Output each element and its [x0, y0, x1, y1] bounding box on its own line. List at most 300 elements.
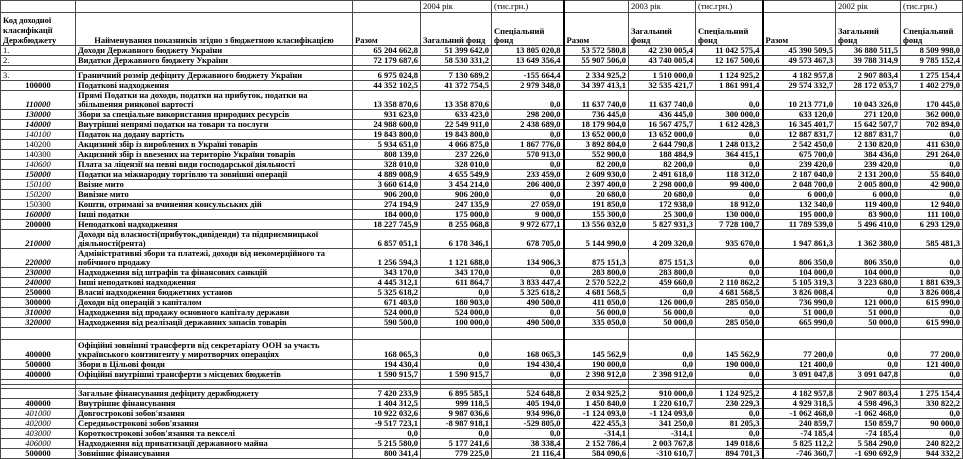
value-cell: 328 010,0 — [421, 160, 492, 170]
value-cell: 1 612 428,3 — [696, 120, 763, 130]
value-cell: 51 000,0 — [836, 308, 901, 318]
value-cell: 335 050,0 — [564, 318, 629, 328]
value-cell: 411 630,0 — [901, 140, 963, 150]
empty-header-cell — [763, 1, 836, 13]
value-cell: 38 338,4 — [492, 439, 564, 449]
value-cell: 13 652 000,0 — [629, 130, 696, 140]
value-cell: 2 298 000,0 — [629, 180, 696, 190]
name-cell: Інші неподаткові надходження — [76, 278, 353, 288]
value-cell: 0,0 — [696, 409, 763, 419]
general-fund-column-header-2002: Загальний фонд — [836, 13, 901, 46]
value-cell: 736 445,0 — [564, 110, 629, 120]
value-cell: 51 399 642,0 — [421, 46, 492, 56]
code-cell: 500000 — [1, 449, 76, 459]
value-cell: 411 050,0 — [564, 298, 629, 308]
value-cell: 0,0 — [901, 429, 963, 439]
value-cell: 2 398 912,0 — [564, 370, 629, 380]
code-cell: 500000 — [1, 360, 76, 370]
table-row — [1, 110, 963, 120]
name-cell: Інші податки — [76, 210, 353, 220]
code-cell: 230000 — [1, 268, 76, 278]
value-cell: 58 530 331,2 — [421, 56, 492, 66]
value-cell: 944 332,2 — [901, 449, 963, 459]
value-cell: 0,0 — [353, 429, 421, 439]
value-cell: -74 185,4 — [836, 429, 901, 439]
code-cell: 150000 — [1, 170, 76, 180]
value-cell: 240 822,2 — [901, 439, 963, 449]
name-cell: Податки на міжнародну торгівлю та зовнішні операції — [76, 170, 353, 180]
code-cell: 250000 — [1, 288, 76, 298]
value-cell: 150 859,7 — [836, 419, 901, 429]
code-cell: 100000 — [1, 81, 76, 91]
value-cell: 0,0 — [492, 190, 564, 200]
table-row — [1, 160, 963, 170]
value-cell: 121 400,0 — [763, 360, 836, 370]
value-cell: 42 230 005,4 — [629, 46, 696, 56]
value-cell: 894 701,3 — [696, 449, 763, 459]
value-cell: 4 681 568,5 — [696, 288, 763, 298]
value-cell: 20 680,0 — [564, 190, 629, 200]
value-cell: 1 248 013,2 — [696, 140, 763, 150]
table-row — [1, 91, 963, 110]
code-cell — [1, 389, 76, 399]
column-header-row — [1, 13, 963, 46]
value-cell: 736 990,0 — [763, 298, 836, 308]
name-cell: Доходи від власності(прибуток,дивіденди) та підприємницької діяльності(рента) — [76, 230, 353, 249]
code-column-header: Код доходної класифікації Держбюджету — [1, 13, 76, 46]
value-cell: 175 000,0 — [421, 210, 492, 220]
value-cell: 490 500,0 — [492, 318, 564, 328]
value-cell: 524 000,0 — [353, 308, 421, 318]
value-cell: 875 151,3 — [629, 249, 696, 268]
value-cell: 11 789 539,0 — [763, 220, 836, 230]
table-row — [1, 360, 963, 370]
value-cell: 168 065,3 — [353, 340, 421, 360]
value-cell: 130 000,0 — [696, 210, 763, 220]
value-cell: 12 887 831,7 — [836, 130, 901, 140]
value-cell: 3 091 047,8 — [836, 370, 901, 380]
value-cell: 230 229,3 — [696, 399, 763, 409]
name-cell: Кошти, отримані за вчинення консульських дій — [76, 200, 353, 210]
value-cell: 5 827 931,3 — [629, 220, 696, 230]
value-cell: 13 652 000,0 — [564, 130, 629, 140]
value-cell: 300 000,0 — [696, 110, 763, 120]
value-cell: 343 170,0 — [353, 268, 421, 278]
value-cell: 13 358 870,6 — [421, 91, 492, 110]
name-column-header: Найменування показників згідно з бюджетною класифікацією — [76, 13, 353, 46]
value-cell: 2 644 790,8 — [629, 140, 696, 150]
value-cell: 9 987 036,6 — [421, 409, 492, 419]
code-cell: 403000 — [1, 429, 76, 439]
value-cell: 11 637 740,0 — [629, 91, 696, 110]
value-cell: 180 903,0 — [421, 298, 492, 308]
value-cell: 168 065,3 — [492, 340, 564, 360]
value-cell: 121 400,0 — [901, 360, 963, 370]
value-cell: 0,0 — [836, 288, 901, 298]
value-cell: 191 850,0 — [564, 200, 629, 210]
value-cell: 0,0 — [421, 429, 492, 439]
name-cell: Податок на додану вартість — [76, 130, 353, 140]
value-cell: 3 826 008,4 — [901, 288, 963, 298]
value-cell: 285 050,0 — [696, 298, 763, 308]
value-cell: 1 121 688,0 — [421, 249, 492, 268]
value-cell: 10 043 326,0 — [836, 91, 901, 110]
value-cell: 2 438 689,0 — [492, 120, 564, 130]
table-row — [1, 449, 963, 459]
value-cell: 1 275 154,4 — [901, 389, 963, 399]
empty-header-cell — [353, 1, 421, 13]
value-cell: 34 397 413,1 — [564, 81, 629, 91]
value-cell: 239 420,0 — [836, 160, 901, 170]
value-cell: 1 867 776,0 — [492, 140, 564, 150]
value-cell: 194 430,4 — [492, 360, 564, 370]
code-cell: 160000 — [1, 210, 76, 220]
code-cell: 110000 — [1, 91, 76, 110]
value-cell: 5 934 651,0 — [353, 140, 421, 150]
value-cell: -1 690 692,9 — [836, 449, 901, 459]
value-cell: 283 800,0 — [564, 268, 629, 278]
value-cell: 5 105 319,3 — [763, 278, 836, 288]
name-cell: Власні надходження бюджетних установ — [76, 288, 353, 298]
value-cell: 6 975 024,8 — [353, 71, 421, 81]
value-cell: 172 938,0 — [629, 200, 696, 210]
value-cell: 806 350,0 — [836, 249, 901, 268]
value-cell — [836, 328, 901, 340]
value-cell: 0,0 — [696, 308, 763, 318]
value-cell: 800 341,4 — [353, 449, 421, 459]
value-cell: 3 892 804,0 — [564, 140, 629, 150]
value-cell: 21 116,4 — [492, 449, 564, 459]
value-cell: 233 459,0 — [492, 170, 564, 180]
code-cell: 406000 — [1, 439, 76, 449]
name-cell: Граничний розмір дефіциту Державного бюджету України — [76, 71, 353, 81]
value-cell: 12 940,0 — [901, 200, 963, 210]
value-cell: 5 177 241,6 — [421, 439, 492, 449]
table-row — [1, 298, 963, 308]
value-cell: 6 000,0 — [763, 190, 836, 200]
name-cell: Доходи від операцій з капіталом — [76, 298, 353, 308]
value-cell: 111 100,0 — [901, 210, 963, 220]
value-cell: 0,0 — [901, 160, 963, 170]
value-cell — [421, 328, 492, 340]
unit-label-2004: (тис.грн.) — [492, 1, 564, 13]
value-cell: 0,0 — [901, 268, 963, 278]
table-row — [1, 318, 963, 328]
value-cell: 99 400,0 — [696, 180, 763, 190]
value-cell: 118 312,0 — [696, 170, 763, 180]
value-cell: 6 857 051,1 — [353, 230, 421, 249]
value-cell: 552 900,0 — [564, 150, 629, 160]
value-cell: 126 000,0 — [629, 298, 696, 308]
value-cell: 910 000,0 — [629, 389, 696, 399]
value-cell: 2 398 912,0 — [629, 370, 696, 380]
value-cell: 65 204 662,8 — [353, 46, 421, 56]
value-cell: 121 000,0 — [836, 298, 901, 308]
value-cell: 13 805 020,8 — [492, 46, 564, 56]
value-cell: 436 445,0 — [629, 110, 696, 120]
name-cell: Короткострокові зобов'язання та векселі — [76, 429, 353, 439]
code-cell: 310000 — [1, 308, 76, 318]
value-cell: 3 826 008,4 — [763, 288, 836, 298]
value-cell: 4 182 957,8 — [763, 71, 836, 81]
value-cell: 8 509 998,0 — [901, 46, 963, 56]
value-cell: -8 987 918,1 — [421, 419, 492, 429]
value-cell: 206 400,0 — [492, 180, 564, 190]
value-cell: 0,0 — [421, 340, 492, 360]
code-cell: 400000 — [1, 340, 76, 360]
name-cell: Податкові надходження — [76, 81, 353, 91]
value-cell: 341 250,0 — [629, 419, 696, 429]
corner-cell — [1, 1, 76, 13]
table-row — [1, 230, 963, 249]
value-cell: 999 118,5 — [421, 399, 492, 409]
table-row — [1, 120, 963, 130]
total-column-header-2002: Разом — [763, 13, 836, 46]
value-cell: 41 372 754,5 — [421, 81, 492, 91]
value-cell: 18 227 745,9 — [353, 220, 421, 230]
value-cell: 184 000,0 — [353, 210, 421, 220]
value-cell: 16 567 475,7 — [629, 120, 696, 130]
corner-cell — [76, 1, 353, 13]
value-cell: 585 481,3 — [901, 230, 963, 249]
value-cell: 0,0 — [901, 370, 963, 380]
value-cell: 0,0 — [836, 340, 901, 360]
value-cell: 0,0 — [696, 370, 763, 380]
value-cell: 2 110 862,2 — [696, 278, 763, 288]
value-cell: 188 484,9 — [629, 150, 696, 160]
value-cell: 584 090,6 — [564, 449, 629, 459]
name-cell: Неподаткові надходження — [76, 220, 353, 230]
value-cell: 0,0 — [492, 130, 564, 140]
value-cell: 6 895 585,1 — [421, 389, 492, 399]
value-cell: 11 637 740,0 — [564, 91, 629, 110]
table-row — [1, 130, 963, 140]
value-cell: 678 705,0 — [492, 230, 564, 249]
value-cell: 935 670,0 — [696, 230, 763, 249]
value-cell: 1 220 610,7 — [629, 399, 696, 409]
value-cell: 77 200,0 — [763, 340, 836, 360]
value-cell: 271 120,0 — [836, 110, 901, 120]
value-cell: 7 728 100,7 — [696, 220, 763, 230]
value-cell: 28 172 053,7 — [836, 81, 901, 91]
value-cell: 2 979 348,0 — [492, 81, 564, 91]
value-cell: 934 996,0 — [492, 409, 564, 419]
code-cell: 3. — [1, 71, 76, 81]
value-cell: 36 880 511,5 — [836, 46, 901, 56]
value-cell: -155 664,4 — [492, 71, 564, 81]
value-cell: 328 010,0 — [353, 160, 421, 170]
table-header — [1, 1, 963, 46]
value-cell: 50 000,0 — [629, 318, 696, 328]
value-cell: 702 894,0 — [901, 120, 963, 130]
value-cell: 51 000,0 — [763, 308, 836, 318]
name-cell: Середньострокові зобов'язання — [76, 419, 353, 429]
value-cell: 5 496 410,0 — [836, 220, 901, 230]
table-row — [1, 150, 963, 160]
value-cell: 22 549 911,0 — [421, 120, 492, 130]
table-row — [1, 429, 963, 439]
year-label-2004: 2004 рік — [421, 1, 492, 13]
value-cell: 6 000,0 — [836, 190, 901, 200]
value-cell: 343 170,0 — [421, 268, 492, 278]
value-cell: 0,0 — [421, 288, 492, 298]
value-cell: 2 130 820,0 — [836, 140, 901, 150]
value-cell — [901, 328, 963, 340]
value-cell: 2 907 803,4 — [836, 71, 901, 81]
value-cell: 570 913,0 — [492, 150, 564, 160]
value-cell: 149 018,6 — [696, 439, 763, 449]
value-cell: 77 200,0 — [901, 340, 963, 360]
value-cell: 4 655 549,9 — [421, 170, 492, 180]
value-cell: 82 200,0 — [564, 160, 629, 170]
value-cell: 330 822,2 — [901, 399, 963, 409]
code-cell: 150300 — [1, 200, 76, 210]
value-cell: 0,0 — [492, 429, 564, 439]
code-cell: 140600 — [1, 160, 76, 170]
value-cell: 4 889 008,9 — [353, 170, 421, 180]
value-cell: -746 360,7 — [763, 449, 836, 459]
general-fund-column-header-2004: Загальний фонд — [421, 13, 492, 46]
value-cell: 0,0 — [492, 91, 564, 110]
table-row — [1, 170, 963, 180]
spacer-row — [1, 328, 963, 340]
value-cell — [353, 328, 421, 340]
value-cell: 0,0 — [629, 340, 696, 360]
value-cell: 239 420,0 — [763, 160, 836, 170]
value-cell: 611 864,7 — [421, 278, 492, 288]
value-cell: 11 042 575,4 — [696, 46, 763, 56]
table-row — [1, 389, 963, 399]
value-cell: 0,0 — [901, 308, 963, 318]
general-fund-column-header-2003: Загальний фонд — [629, 13, 696, 46]
special-fund-column-header-2002: Спеціальний фонд — [901, 13, 963, 46]
code-cell: 400000 — [1, 370, 76, 380]
code-cell: 300000 — [1, 298, 76, 308]
table-row — [1, 46, 963, 56]
table-row — [1, 249, 963, 268]
value-cell: 19 843 800,0 — [353, 130, 421, 140]
value-cell: 90 000,0 — [901, 419, 963, 429]
unit-label-2002: (тис.грн.) — [901, 1, 963, 13]
value-cell: 56 000,0 — [629, 308, 696, 318]
name-cell: Надходження від приватизації державного майна — [76, 439, 353, 449]
value-cell: 195 000,0 — [763, 210, 836, 220]
name-cell: Загальне фінансування дефіциту держбюджету — [76, 389, 353, 399]
value-cell: 931 623,0 — [353, 110, 421, 120]
value-cell: -529 805,0 — [492, 419, 564, 429]
value-cell: 3 833 447,4 — [492, 278, 564, 288]
value-cell: 490 500,0 — [492, 298, 564, 308]
value-cell: 190 000,0 — [696, 360, 763, 370]
value-cell: 20 680,0 — [629, 190, 696, 200]
code-cell: 130000 — [1, 110, 76, 120]
value-cell — [763, 328, 836, 340]
value-cell: 0,0 — [836, 360, 901, 370]
value-cell: 6 293 129,0 — [901, 220, 963, 230]
value-cell: 81 205,3 — [696, 419, 763, 429]
value-cell: -1 124 093,0 — [564, 409, 629, 419]
value-cell: -314,1 — [564, 429, 629, 439]
value-cell: 45 390 509,5 — [763, 46, 836, 56]
value-cell: 524 000,0 — [421, 308, 492, 318]
table-row — [1, 308, 963, 318]
value-cell: 459 660,0 — [629, 278, 696, 288]
value-cell: 56 000,0 — [564, 308, 629, 318]
empty-header-cell — [564, 1, 629, 13]
name-cell: Збори в Цільові фонди — [76, 360, 353, 370]
value-cell: 1 590 915,7 — [353, 370, 421, 380]
value-cell: 1 275 154,4 — [901, 71, 963, 81]
code-cell: 320000 — [1, 318, 76, 328]
name-cell: Видатки Державного бюджету України — [76, 56, 353, 66]
value-cell: -9 517 723,1 — [353, 419, 421, 429]
value-cell: 0,0 — [696, 91, 763, 110]
name-cell: Акцизний збір із вироблених в Україні товарів — [76, 140, 353, 150]
value-cell: 100 000,0 — [421, 318, 492, 328]
value-cell: 0,0 — [696, 249, 763, 268]
name-cell: Внутрішнє фінансування — [76, 399, 353, 409]
value-cell: 2 334 925,2 — [564, 71, 629, 81]
value-cell: 1 947 861,3 — [763, 230, 836, 249]
name-cell: Плата за ліцензії на певні види господарської діяльності — [76, 160, 353, 170]
value-cell: 7 130 689,2 — [421, 71, 492, 81]
value-cell: 7 420 233,9 — [353, 389, 421, 399]
value-cell: 145 562,9 — [564, 340, 629, 360]
code-cell: 140000 — [1, 120, 76, 130]
code-cell: 220000 — [1, 249, 76, 268]
value-cell: 1 124 925,2 — [696, 389, 763, 399]
value-cell: 18 179 904,0 — [564, 120, 629, 130]
name-cell: Офіційні внутрішні трансферти з місцевих бюджетів — [76, 370, 353, 380]
value-cell: 1 590 915,7 — [421, 370, 492, 380]
name-cell: Довгострокові зобов'язання — [76, 409, 353, 419]
value-cell: 364 415,1 — [696, 150, 763, 160]
value-cell: 5 325 618,2 — [353, 288, 421, 298]
value-cell: 384 436,0 — [836, 150, 901, 160]
value-cell: 2 907 803,4 — [836, 389, 901, 399]
value-cell: 10 213 771,0 — [763, 91, 836, 110]
table-row — [1, 340, 963, 360]
year-label-2002: 2002 рік — [836, 1, 901, 13]
name-cell: Зовнішнє фінансування — [76, 449, 353, 459]
value-cell: 0,0 — [421, 360, 492, 370]
value-cell: 2 005 800,0 — [836, 180, 901, 190]
code-cell: 200000 — [1, 220, 76, 230]
value-cell: 615 990,0 — [901, 318, 963, 328]
value-cell: 1 362 380,0 — [836, 230, 901, 249]
value-cell: 0,0 — [696, 190, 763, 200]
code-cell: 240000 — [1, 278, 76, 288]
value-cell: 155 300,0 — [564, 210, 629, 220]
value-cell: 43 740 005,4 — [629, 56, 696, 66]
value-cell: 83 900,0 — [836, 210, 901, 220]
value-cell: 39 788 314,9 — [836, 56, 901, 66]
code-cell: 140200 — [1, 140, 76, 150]
value-cell: 5 215 580,0 — [353, 439, 421, 449]
value-cell: 4 209 320,0 — [629, 230, 696, 249]
value-cell: 274 194,9 — [353, 200, 421, 210]
table-row — [1, 220, 963, 230]
table-row — [1, 268, 963, 278]
value-cell: 808 139,0 — [353, 150, 421, 160]
value-cell: 12 887 831,7 — [763, 130, 836, 140]
value-cell: 590 500,0 — [353, 318, 421, 328]
value-cell: 0,0 — [901, 190, 963, 200]
value-cell: -1 062 468,0 — [836, 409, 901, 419]
total-column-header-2003: Разом — [564, 13, 629, 46]
total-column-header-2004: Разом — [353, 13, 421, 46]
value-cell: 10 922 032,6 — [353, 409, 421, 419]
